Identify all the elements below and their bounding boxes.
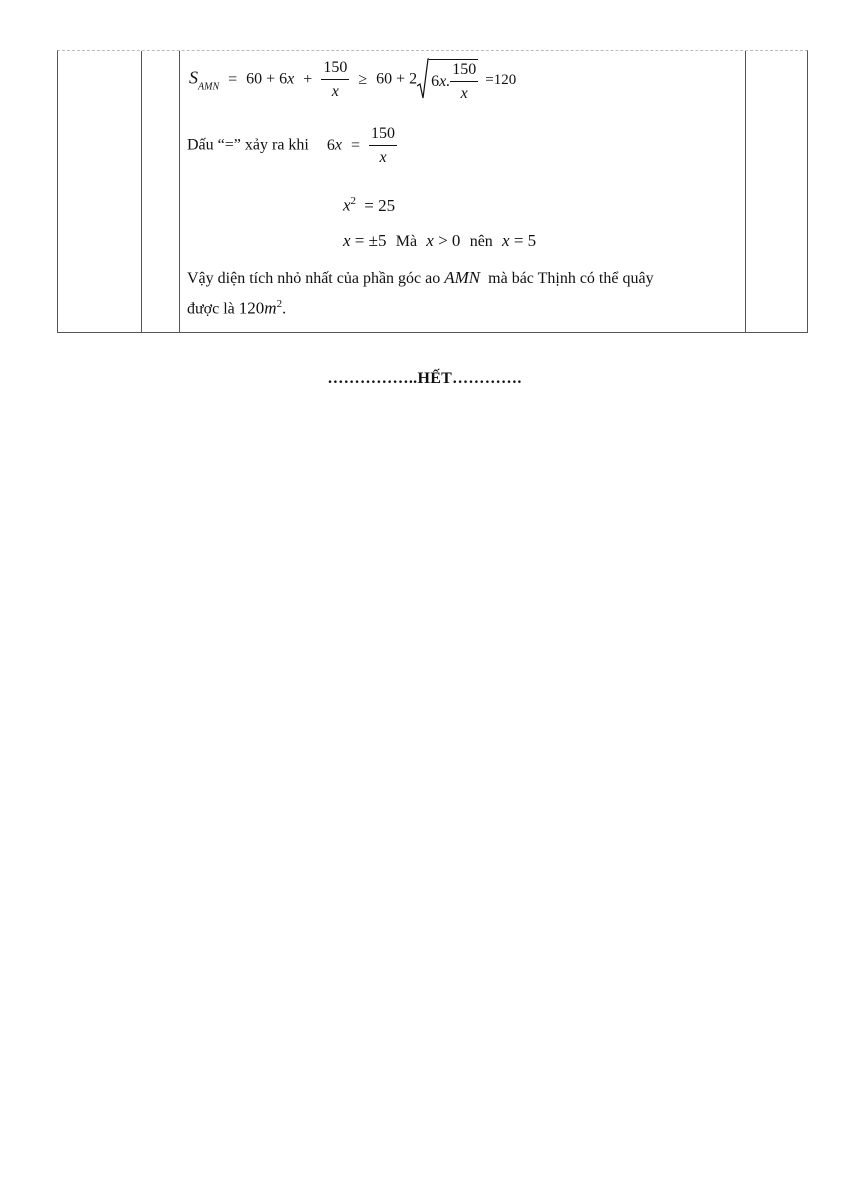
plus-sign: + (303, 70, 313, 88)
equality-label: Dấu “=” xảy ra khi (187, 136, 309, 154)
conclusion-line-1: Vậy diện tích nhỏ nhất của phần góc ao AMN mà bác Thịnh có thể quây (187, 268, 654, 287)
square-line: $x^2 = 25$ (343, 195, 396, 215)
coef-6: 6 (326, 136, 335, 154)
geq-sign: ≥ (358, 70, 368, 88)
column-divider-1 (141, 51, 142, 332)
fraction-150-over-x: $\frac{150}{x}$ (323, 59, 348, 100)
solution-line: x = ±5 Mà x > 0 nên x = 5 (343, 231, 537, 250)
end-marker: ……………..HẾT…………. (327, 370, 522, 387)
solution-cell (187, 50, 747, 333)
variable-x: x (287, 70, 295, 88)
area-subscript: AMN (198, 81, 220, 93)
area-symbol: S (189, 67, 198, 88)
square-root: 6 x. $\frac{150}{x}$ (417, 58, 478, 102)
equals-sign: = (228, 70, 238, 88)
result-120: =120 (485, 71, 517, 88)
term-60-plus-6: 60 + 6 (246, 70, 288, 88)
term-60-plus-2: 60 + 2 (376, 70, 418, 88)
radical-icon (417, 58, 429, 102)
formula-line (189, 58, 516, 102)
column-divider-2 (179, 51, 180, 332)
conclusion-line-2: được là $120m^2$. (187, 298, 287, 318)
equality-line: Dấu “=” xảy ra khi 6x = $\frac{150}{x}$ (187, 125, 395, 166)
fraction-150-over-x-2: $\frac{150}{x}$ (371, 125, 395, 166)
